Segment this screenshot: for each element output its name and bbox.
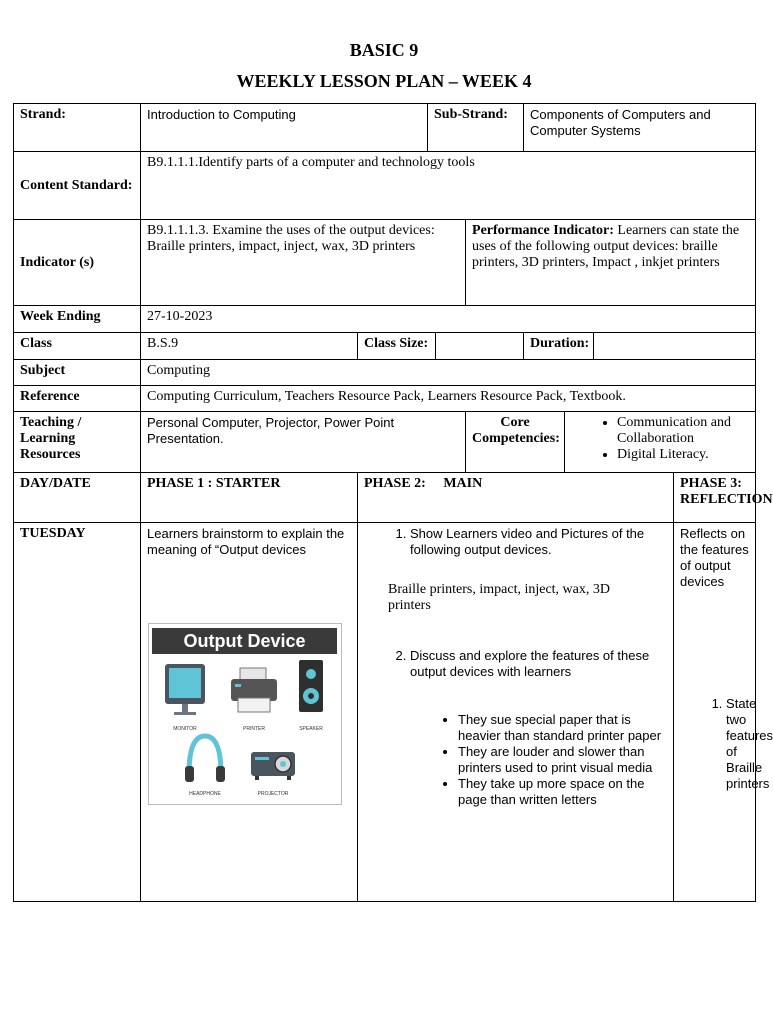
- main-devices: Braille printers, impact, inject, wax, 3D printers: [388, 582, 610, 613]
- indicator-label: Indicator (s): [14, 220, 141, 306]
- feature-item: • They take up more space on the page than written letters: [458, 776, 667, 808]
- week-ending-label: Week Ending: [14, 306, 141, 333]
- resources-label: Teaching / Learning Resources: [14, 412, 141, 473]
- indicator-value: B9.1.1.1.3. Examine the uses of the output devices: Braille printers, impact, inject, wax, 3D printers: [141, 220, 466, 306]
- main-step: 2. Discuss and explore the features of these output devices with learners: [410, 648, 667, 680]
- reference-row: [14, 386, 756, 412]
- projector-icon: [251, 752, 295, 780]
- performance-indicator-label: Performance Indicator:: [472, 223, 614, 238]
- indicator-row: [14, 220, 756, 306]
- speaker-icon: [299, 660, 323, 712]
- resources-row: [14, 412, 756, 473]
- main-steps-1: [364, 526, 667, 558]
- week-ending-value: 27-10-2023: [141, 306, 756, 333]
- page-subtitle: WEEKLY LESSON PLAN – WEEK 4: [236, 71, 532, 91]
- resources-value: Personal Computer, Projector, Power Point Presentation.: [141, 412, 466, 473]
- day-date-header: DAY/DATE: [14, 473, 141, 523]
- phase1-header: PHASE 1 : STARTER: [141, 473, 358, 523]
- performance-indicator-text: Learners can state the uses of the following output devices: braille printers, 3D printers, Impact , inkjet printers: [472, 223, 740, 270]
- monitor-label: MONITOR: [173, 726, 197, 732]
- competency-item: • Communication and Collaboration: [617, 415, 749, 447]
- content-standard-value: B9.1.1.1.Identify parts of a computer and technology tools: [141, 152, 756, 220]
- printer-icon: [231, 668, 277, 712]
- starter-text: Learners brainstorm to explain the meaning of “Output devices: [147, 526, 345, 557]
- content-standard-label: Content Standard:: [14, 152, 141, 220]
- tuesday-row: [14, 523, 756, 902]
- reflection-list: [680, 696, 773, 792]
- subject-row: [14, 360, 756, 386]
- subject-label: Subject: [14, 360, 141, 386]
- reflection-text: Reflects on the features of output devices: [680, 526, 749, 589]
- headphone-icon: [185, 736, 225, 782]
- headphone-label: HEADPHONE: [189, 791, 221, 797]
- content-standard-row: [14, 152, 756, 220]
- main-steps-2: [364, 648, 667, 680]
- class-size-label: Class Size:: [358, 333, 436, 360]
- strand-row: [14, 104, 756, 152]
- day-value: TUESDAY: [14, 523, 141, 902]
- class-label: Class: [14, 333, 141, 360]
- reflection-item: 1. State two features of Braille printers: [726, 696, 749, 792]
- week-ending-row: [14, 306, 756, 333]
- projector-label: PROJECTOR: [257, 791, 289, 797]
- reference-value: Computing Curriculum, Teachers Resource Pack, Learners Resource Pack, Textbook.: [141, 386, 756, 412]
- starter-cell: [141, 523, 358, 902]
- substrand-label: Sub-Strand:: [428, 104, 524, 152]
- reference-label: Reference: [14, 386, 141, 412]
- performance-indicator: [466, 220, 756, 306]
- phase-header-row: [14, 473, 756, 523]
- competency-item: • Digital Literacy.: [617, 447, 749, 463]
- feature-item: • They sue special paper that is heavier than standard printer paper: [458, 712, 667, 744]
- substrand-value: Components of Computers and Computer Systems: [524, 104, 756, 152]
- strand-label: Strand:: [14, 104, 141, 152]
- lesson-plan-table: [13, 103, 773, 902]
- image-title: Output Device: [152, 628, 337, 654]
- subject-value: Computing: [141, 360, 756, 386]
- printer-label: PRINTER: [243, 726, 265, 732]
- main-step: 1. Show Learners video and Pictures of the following output devices.: [410, 526, 667, 558]
- features-list: [364, 712, 667, 808]
- feature-item: • They are louder and slower than printers used to print visual media: [458, 744, 667, 776]
- page-title: BASIC 9: [349, 40, 419, 60]
- competencies-list: [565, 412, 756, 473]
- main-cell: [358, 523, 674, 902]
- competencies-label: Core Competencies:: [466, 412, 565, 473]
- duration-label: Duration:: [524, 333, 594, 360]
- reflection-cell: [674, 523, 773, 902]
- duration-value: [594, 333, 756, 360]
- output-device-image: [148, 623, 342, 805]
- phase2-header: PHASE 2: MAIN: [358, 473, 674, 523]
- class-row: [14, 333, 756, 360]
- phase3-header: PHASE 3: REFLECTION: [674, 473, 756, 523]
- class-size-value: [436, 333, 524, 360]
- strand-value: Introduction to Computing: [141, 104, 428, 152]
- class-value: B.S.9: [141, 333, 358, 360]
- speaker-label: SPEAKER: [299, 726, 323, 732]
- monitor-icon: [165, 664, 205, 715]
- output-devices-illustration: [149, 624, 341, 804]
